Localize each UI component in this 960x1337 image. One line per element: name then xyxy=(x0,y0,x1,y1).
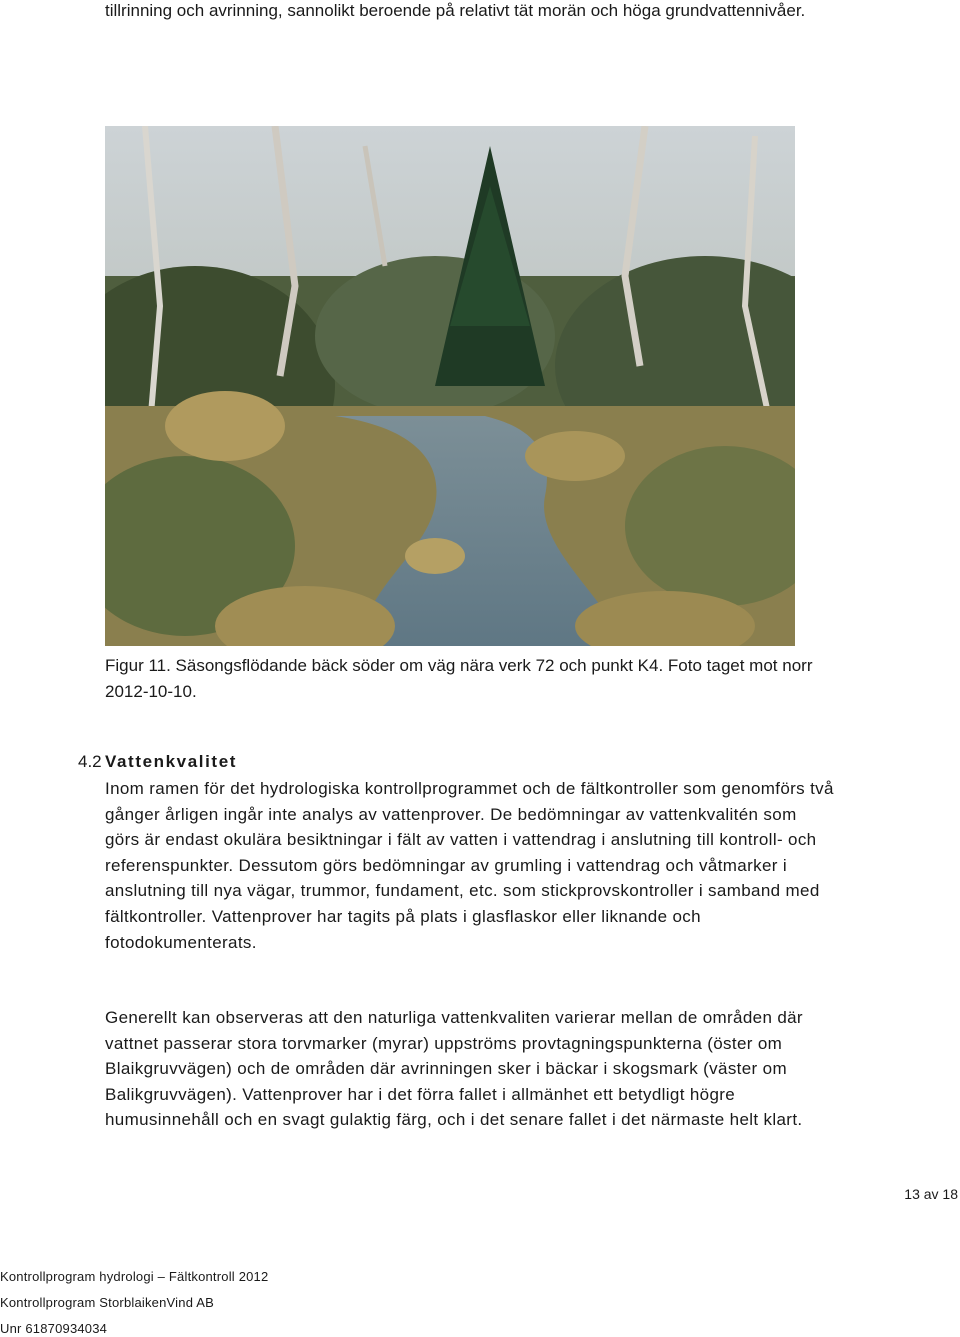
footer-line-2: Kontrollprogram StorblaikenVind AB xyxy=(0,1295,214,1310)
figure-caption: Figur 11. Säsongsflödande bäck söder om väg nära verk 72 och punkt K4. Foto taget mot norr 2012-10-10. xyxy=(105,656,813,701)
figure-photo xyxy=(105,126,795,646)
footer-line-3: Unr 61870934034 xyxy=(0,1321,108,1336)
photo-stream-forest-icon xyxy=(105,126,795,646)
body-paragraph-2: Generellt kan observeras att den naturliga vattenkvaliten varierar mellan de områden där vattnet passerar stora torvmarker (myrar) uppströms provtagningspunkterna (öster om Blaikgruvvägen) och de områden där avrinningen sker i bäckar i skogsmark (väster om Balikgruvvägen). Vattenprover har i det förra fallet i allmänhet ett betydligt högre humusinnehåll och en svagt gulaktig färg, och i det senare fallet i det närmaste helt klart. xyxy=(105,1008,803,1130)
page-number: 13 av 18 xyxy=(904,1186,958,1202)
top-paragraph: tillrinning och avrinning, sannolikt beroende på relativt tät morän och höga grundvattennivåer. xyxy=(105,1,806,20)
section-number: 4.2 xyxy=(78,752,102,771)
footer-line-1: Kontrollprogram hydrologi – Fältkontroll 2012 xyxy=(0,1269,269,1284)
section-heading: Vattenkvalitet xyxy=(105,752,238,771)
body-paragraph-1: Inom ramen för det hydrologiska kontrollprogrammet och de fältkontroller som genomförs två gånger årligen ingår inte analys av vattenprover. De bedömningar av vattenkvalitén som görs är endast okulära besiktningar i fält av vatten i vattendrag i anslutning till kontroll- och referenspunkter. Dessutom görs bedömningar av grumling i vattendrag och våtmarker i anslutning till nya vägar, trummor, fundament, etc. som stickprovskontroller i samband med fältkontroller. Vattenprover har tagits på plats i glasflaskor eller liknande och fotodokumenterats. xyxy=(105,779,834,952)
